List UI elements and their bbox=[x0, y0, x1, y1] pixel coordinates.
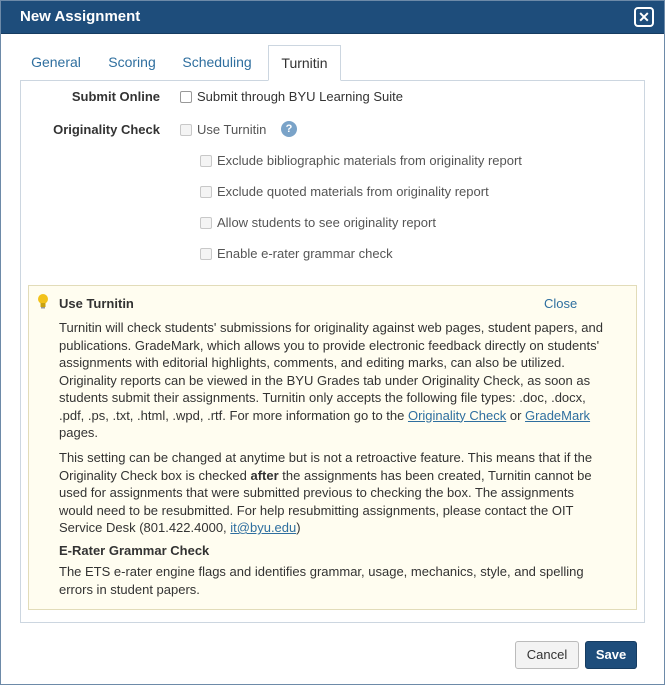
dialog-titlebar bbox=[1, 1, 664, 34]
enable-erater-label[interactable]: Enable e-rater grammar check bbox=[217, 246, 393, 261]
originality-check-link[interactable]: Originality Check bbox=[407, 407, 507, 423]
erater-description: The ETS e-rater engine flags and identifies grammar, usage, mechanics, style, and spelling errors in student papers. bbox=[59, 564, 584, 597]
allow-students-see-report-label[interactable]: Allow students to see originality report bbox=[217, 215, 436, 230]
tab-scoring[interactable]: Scoring bbox=[108, 54, 156, 70]
use-turnitin-option-label[interactable]: Use Turnitin bbox=[197, 122, 267, 137]
erater-title: E-Rater Grammar Check bbox=[59, 543, 210, 558]
dialog-title: New Assignment bbox=[20, 8, 141, 25]
turnitin-info-box bbox=[28, 285, 637, 610]
help-icon[interactable]: ? bbox=[281, 121, 297, 137]
close-icon[interactable]: ✕ bbox=[634, 7, 654, 27]
exclude-quoted-label[interactable]: Exclude quoted materials from originality report bbox=[217, 184, 489, 199]
exclude-quoted-checkbox[interactable] bbox=[200, 186, 212, 198]
info-title: Use Turnitin bbox=[59, 296, 134, 311]
tab-bar bbox=[20, 45, 645, 81]
submit-online-option-label[interactable]: Submit through BYU Learning Suite bbox=[197, 89, 403, 104]
lightbulb-icon bbox=[37, 293, 49, 309]
cancel-button[interactable]: Cancel bbox=[515, 641, 579, 669]
info-paragraph-retroactive: This setting can be changed at anytime but is not a retroactive feature. This means that if the Originality Check box is checked after the assignments has been created, Turnitin cannot be used for assignments that were submitted previous to checking the box. The assignments would need to be resubmitted. For help resubmitting assignments, please contact the OIT Service Desk (801.422.4000, it@byu.edu) bbox=[59, 450, 593, 535]
it-email-link[interactable]: it@byu.edu bbox=[230, 520, 297, 535]
originality-check-label: Originality Check bbox=[53, 122, 160, 137]
allow-students-see-report-checkbox[interactable] bbox=[200, 217, 212, 229]
submit-online-label: Submit Online bbox=[71, 89, 160, 104]
exclude-bibliographic-label[interactable]: Exclude bibliographic materials from originality report bbox=[217, 153, 522, 168]
enable-erater-checkbox[interactable] bbox=[200, 248, 212, 260]
tab-turnitin[interactable]: Turnitin bbox=[268, 45, 341, 81]
grademark-link[interactable]: GradeMark bbox=[525, 407, 591, 423]
use-turnitin-checkbox[interactable] bbox=[180, 124, 192, 136]
save-button[interactable]: Save bbox=[585, 641, 637, 669]
submit-online-checkbox[interactable] bbox=[180, 91, 192, 103]
tab-general[interactable]: General bbox=[31, 54, 81, 70]
turnitin-panel bbox=[20, 80, 645, 623]
info-paragraph-turnitin: Turnitin will check students' submissions for originality against web pages, student papers, and publications. GradeMark, which allows you to provide electronic feedback directly on students' assignments with editorial highlights, comments, and editing marks, can also be utilized. Originality reports can be viewed in the BYU Grades tab under Originality Check, as soon as students submit their assignments. Turnitin only accepts the following file types: .doc, .docx, .pdf, .ps, .txt, .html, .wpd, .rtf. For more information go to the Originality Check or GradeMark pages. bbox=[59, 320, 603, 440]
tab-scheduling[interactable]: Scheduling bbox=[182, 54, 252, 70]
info-close-link[interactable]: Close bbox=[544, 296, 578, 311]
exclude-bibliographic-checkbox[interactable] bbox=[200, 155, 212, 167]
